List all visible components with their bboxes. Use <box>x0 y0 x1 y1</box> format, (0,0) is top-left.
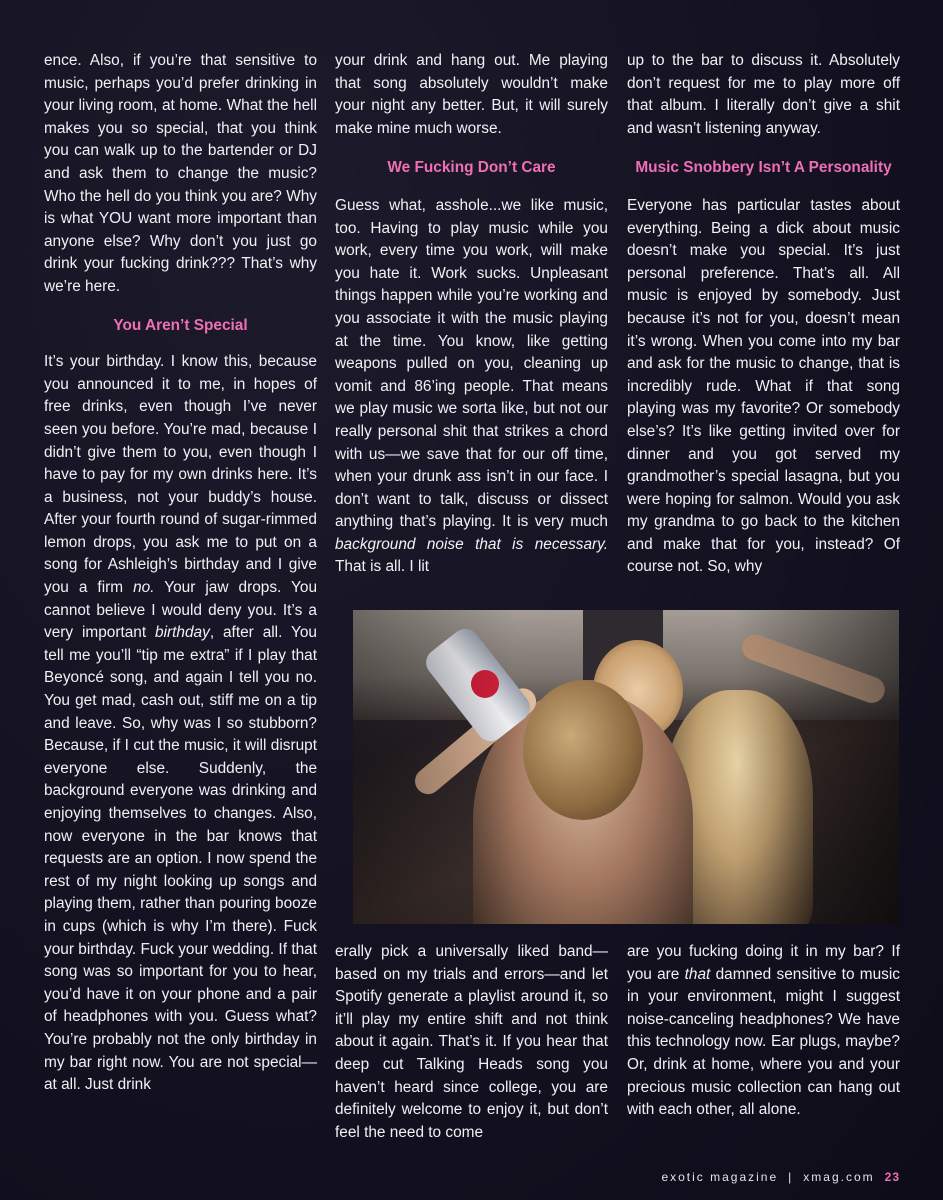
text-run: That is all. I lit <box>335 558 430 576</box>
text-run: damned sensitive to music in your environment, might I suggest noise-canceling headphones? We have this technology now. Ear plugs, maybe? Or, drink at home, where you and your precious music collection can hang out with each other, all alone. <box>627 965 900 1119</box>
paragraph: Everyone has particular tastes about everything. Being a dick about music doesn’t make you special. It’s just personal preference. That’s all. All music is enjoyed by somebody. Just because it’s not for you, doesn’t mean it’s wrong. When you come into my bar and ask for the music to change, that is incredibly rude. What if that song playing was my favorite? Or somebody else’s? It’s like getting invited over for dinner and you got served my grandmother’s special lasagna, but you were hoping for salmon. Would you ask my grandma to go back to the kitchen and make that for you, instead? Of course not. So, why <box>627 196 900 576</box>
paragraph <box>627 941 900 1122</box>
paragraph: your drink and hang out. Me playing that song absolutely wouldn’t make your night any better. But, it will surely make mine much worse. <box>335 52 608 137</box>
text-run: Guess what, asshole...we like music, too. Having to play music while you work, every time you work, will make you hate it. Work sucks. Unpleasant things happen while you’re working and you associate it with the music playing at the time. You know, like getting weapons pulled on you, cleaning up vomit and 86’ing people. That means we play music we sorta like, but not our really personal shit that strikes a chord with us—we save that for our off time, when your drunk ass isn’t in our face. I don’t want to talk, discuss or dissect anything that’s playing. It is very much <box>335 196 608 531</box>
section-heading-we-dont-care: We Fucking Don’t Care <box>387 159 556 177</box>
text-run: It’s your birthday. I know this, because you announced it to me, in hopes of free drinks, even though I’ve never seen you before. You’re mad, because I didn’t give them to you, even though I have to pay for my own drinks here. It’s a business, not your buddy’s house. After your fourth round of sugar-rimmed lemon drops, you ask me to put on a song for Ashleigh’s birthday and I give you a firm <box>44 353 317 597</box>
footer-magazine-name: exotic magazine <box>661 1170 779 1184</box>
paragraph: ence. Also, if you’re that sensitive to music, perhaps you’d prefer drinking in your living room, at home. What the hell makes you so special, that you think you can walk up to the bartender or DJ and ask them to change the music? Who the hell do you think you are? Why is what YOU want more important than anyone else? Why don’t you just go drink your fucking drink??? That’s why we’re here. <box>44 52 317 295</box>
photo-vignette <box>353 610 899 924</box>
paragraph <box>335 195 608 579</box>
page-footer <box>600 1170 900 1184</box>
text-run: Your jaw drops. You cannot believe I would deny you. It’s a very important <box>44 579 318 642</box>
section-heading-you-arent-special: You Aren’t Special <box>113 316 248 334</box>
footer-site: xmag.com <box>803 1170 875 1184</box>
article-column-3-bottom <box>627 941 900 1122</box>
party-photo <box>353 610 899 924</box>
paragraph <box>44 351 317 1097</box>
article-column-2-top <box>335 50 608 579</box>
footer-separator: | <box>788 1170 794 1184</box>
emphasis-text: background noise that is necessary. <box>335 535 608 553</box>
paragraph: erally pick a universally liked band—based on my trials and errors—and let Spotify generate a playlist around it, so it’ll play my entire shift and not think about it again. That’s it. If you hear that deep cut Talking Heads song you haven’t heard since college, you are definitely welcome to enjoy it, but don’t feel the need to come <box>335 943 608 1141</box>
emphasis-text: no. <box>133 579 155 597</box>
paragraph: up to the bar to discuss it. Absolutely don’t request for me to play more off that album. I literally don’t give a shit and wasn’t listening anyway. <box>627 52 900 137</box>
page-number: 23 <box>884 1170 900 1184</box>
article-column-2-bottom <box>335 941 608 1144</box>
emphasis-text: birthday <box>155 624 210 642</box>
section-heading-music-snobbery: Music Snobbery Isn’t A Personality <box>635 159 892 177</box>
article-column-1 <box>44 50 317 1097</box>
emphasis-text: that <box>684 965 711 983</box>
article-column-3-top <box>627 50 900 579</box>
text-run: are you fucking doing it in my bar? If you are <box>627 943 900 983</box>
text-run: , after all. You tell me you’ll “tip me extra” if I play that Beyoncé song, and again I tell you no. You get mad, cash out, stiff me on a tip and leave. So, why was I so stubborn? Because, if I cut the music, it will disrupt everyone else. Suddenly, the background everyone was drinking and enjoying themselves to changes. Also, now everyone in the bar knows that requests are an option. I now spend the rest of my night looking up songs and playing them, rather than pouring booze in cups (which is why I’m there). Fuck your birthday. Fuck your wedding. If that song was so important for you to hear, you’d have it on your phone and a pair of headphones with you. Guess what? You’re probably not the only birthday in my bar right now. You are not special—at all. Just drink <box>44 624 317 1094</box>
